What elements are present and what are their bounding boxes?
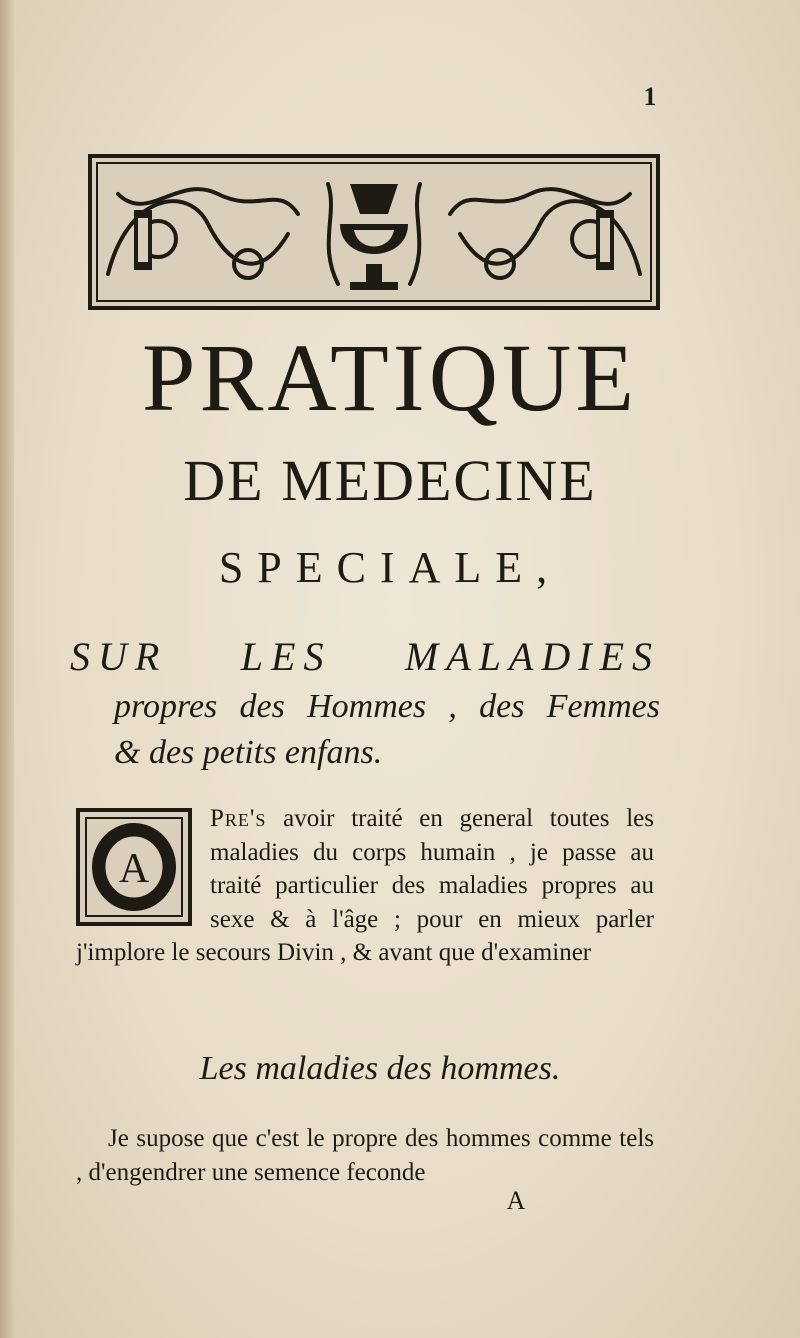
page-binding-edge (0, 0, 14, 1338)
drop-cap-letter: A (118, 846, 150, 892)
paragraph-lead-word: Pre's (210, 805, 267, 832)
title-line-3: SPECIALE, (218, 543, 562, 592)
corner-mark: 1 (643, 82, 657, 111)
ornamental-headpiece (88, 154, 660, 310)
subtitle (70, 630, 660, 776)
subtitle-line-3: & des petits enfans. (114, 733, 383, 771)
drop-cap-ornament (76, 808, 192, 926)
paragraph-1-text: avoir traité en general toutes les maladies du corps humain , je passe au traité particulier des maladies propres au sexe & à l'âge ; pour en mieux parler j'implore le secours Divin , & avant que d'examiner (76, 805, 654, 966)
title-line-2: DE MEDECINE (183, 448, 597, 513)
section-heading: Les maladies des hommes. (199, 1050, 561, 1087)
body-paragraph-2: Je supose que c'est le propre des hommes comme tels , d'engendrer une semence feconde (76, 1125, 654, 1186)
signature-mark: A (506, 1186, 526, 1215)
title-line-1: PRATIQUE (141, 324, 638, 431)
subtitle-line-2: propres des Hommes , des Femmes (114, 688, 660, 725)
subtitle-line-1: SUR LES MALADIES (70, 634, 660, 679)
